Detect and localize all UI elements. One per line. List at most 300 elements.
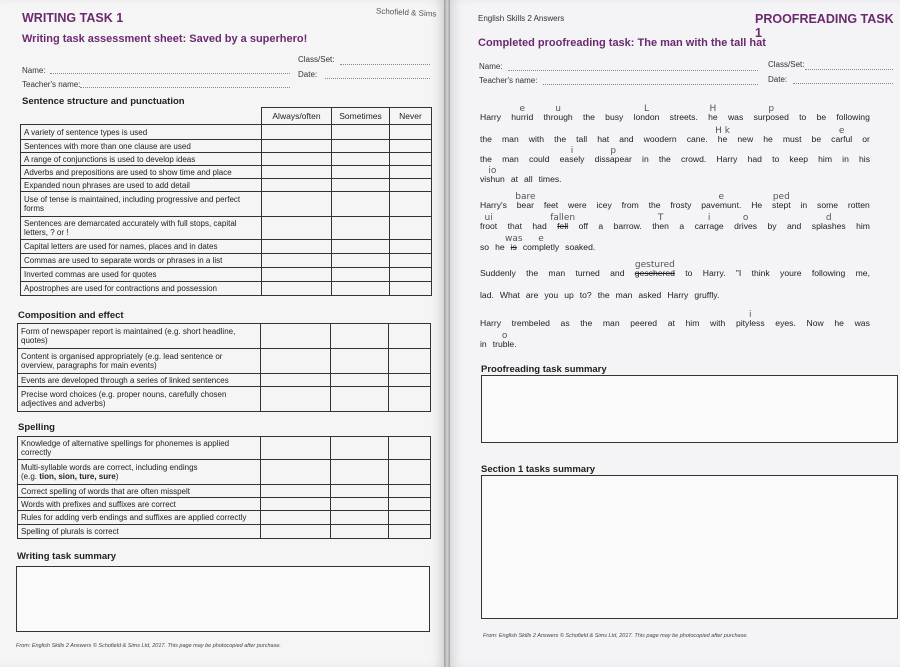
word — [710, 318, 725, 328]
word-text: Harry — [716, 154, 738, 164]
word-text: a — [598, 221, 604, 231]
word — [694, 213, 724, 231]
sometimes-cell[interactable] — [331, 485, 389, 498]
word-text: vishun — [480, 174, 505, 184]
word — [500, 290, 520, 300]
word — [480, 213, 498, 231]
criterion-row: Content is organised appropriately (e.g. lead sentence or overview, paragraphs for main events) — [18, 349, 261, 374]
word-text: by — [767, 221, 777, 231]
word — [748, 154, 762, 164]
word-text: barrow. — [613, 221, 642, 231]
word — [565, 242, 595, 252]
sometimes-cell[interactable] — [331, 387, 389, 412]
never-cell[interactable] — [389, 349, 431, 374]
handwritten-correction: ped — [772, 192, 790, 202]
word — [614, 221, 642, 231]
text-line — [480, 260, 870, 278]
never-cell[interactable] — [389, 498, 431, 511]
word — [659, 154, 671, 164]
sometimes-cell[interactable] — [332, 282, 390, 296]
handwritten-correction: H — [709, 104, 717, 114]
handwritten-correction: o — [501, 331, 508, 341]
sometimes-cell[interactable] — [332, 179, 390, 192]
word-text: crowd. — [680, 154, 707, 164]
word-text: following — [811, 268, 846, 278]
word — [652, 213, 669, 231]
word-text: in — [800, 200, 808, 210]
handwritten-correction: T — [657, 213, 664, 223]
handwritten-correction: o — [742, 213, 749, 223]
handwritten-correction: e — [519, 104, 526, 114]
word — [610, 268, 624, 278]
word — [783, 134, 802, 144]
word — [856, 268, 870, 278]
class-field[interactable] — [805, 69, 893, 70]
word-text: that — [507, 221, 522, 231]
word — [668, 318, 675, 328]
always-cell[interactable] — [262, 166, 332, 179]
word-text: must — [782, 134, 802, 144]
word-text: Harry. — [702, 268, 726, 278]
sometimes-cell[interactable] — [332, 217, 390, 240]
always-cell[interactable] — [262, 254, 332, 268]
sometimes-cell[interactable] — [332, 140, 390, 153]
sometimes-cell[interactable] — [332, 240, 390, 254]
word — [736, 268, 741, 278]
word — [619, 134, 633, 144]
handwritten-correction: d — [825, 213, 832, 223]
word — [681, 154, 706, 164]
word — [568, 200, 587, 210]
word-text: his — [859, 154, 870, 164]
word-text: keep — [789, 154, 809, 164]
word — [495, 242, 505, 252]
always-cell[interactable] — [261, 349, 331, 374]
endings-prefix: (e.g. — [21, 472, 40, 481]
word — [842, 154, 849, 164]
word-text: pavemunt. — [701, 200, 742, 210]
never-cell[interactable] — [390, 166, 432, 179]
word — [812, 134, 822, 144]
always-cell[interactable] — [262, 153, 332, 166]
handwritten-correction: u — [555, 104, 561, 114]
never-cell[interactable] — [389, 324, 431, 349]
always-cell[interactable] — [261, 387, 331, 412]
section-summary-title: Section 1 tasks summary — [481, 464, 596, 475]
never-cell[interactable] — [389, 485, 431, 498]
text-line — [480, 104, 870, 122]
word — [642, 154, 649, 164]
word-text: Suddenly — [480, 268, 516, 278]
word — [644, 134, 677, 144]
always-cell[interactable] — [261, 460, 331, 485]
always-cell[interactable] — [261, 485, 331, 498]
word-text: off — [578, 221, 588, 231]
word — [737, 134, 753, 144]
sometimes-cell[interactable] — [332, 166, 390, 179]
word — [685, 268, 692, 278]
word — [508, 221, 522, 231]
criterion-text: Multi-syllable words are correct, including endings — [21, 463, 198, 472]
never-cell[interactable] — [390, 268, 432, 282]
word — [539, 174, 562, 184]
never-cell[interactable] — [390, 179, 432, 192]
criterion-row — [18, 460, 261, 485]
word-text: dissapear — [594, 154, 632, 164]
word — [564, 290, 574, 300]
word-text: and — [610, 268, 625, 278]
sometimes-cell[interactable] — [332, 268, 390, 282]
section-summary-box[interactable] — [481, 475, 898, 619]
word-text: with — [528, 134, 545, 144]
word-text: gruffly. — [694, 290, 720, 300]
always-cell[interactable] — [261, 511, 331, 525]
sometimes-cell[interactable] — [331, 525, 389, 539]
word — [480, 166, 505, 184]
sometimes-cell[interactable] — [332, 254, 390, 268]
writing-summary-box[interactable] — [16, 566, 430, 632]
word-text: the — [554, 134, 567, 144]
word — [597, 134, 609, 144]
word-text: him — [685, 318, 700, 328]
word — [734, 213, 758, 231]
always-cell[interactable] — [261, 525, 331, 539]
teacher-label: Teacher's name: — [22, 80, 81, 89]
text-line — [480, 146, 870, 164]
word-text: man — [602, 318, 620, 328]
sometimes-cell[interactable] — [332, 125, 390, 140]
word — [638, 290, 661, 300]
word — [772, 154, 779, 164]
word-text: in — [842, 154, 849, 164]
never-cell[interactable] — [390, 125, 432, 140]
word-text: hat — [597, 134, 610, 144]
word-text: soaked. — [565, 242, 596, 252]
name-field[interactable] — [50, 73, 290, 74]
word-text: streets. — [669, 112, 698, 122]
never-cell[interactable] — [390, 282, 432, 296]
word-text: through — [543, 112, 573, 122]
criterion-row: A variety of sentence types is used — [21, 125, 262, 140]
word-text: london — [633, 112, 660, 122]
word — [480, 318, 501, 328]
never-cell[interactable] — [390, 153, 432, 166]
handwritten-correction: bare — [515, 192, 536, 202]
page-title: WRITING TASK 1 — [22, 11, 124, 25]
handwritten-correction: fallen — [550, 213, 576, 223]
word — [529, 134, 544, 144]
word-text: the — [580, 318, 593, 328]
sometimes-cell[interactable] — [331, 437, 389, 460]
word — [649, 200, 661, 210]
word-text: he — [495, 242, 505, 252]
handwritten-correction: io — [488, 166, 497, 176]
sometimes-cell[interactable] — [331, 460, 389, 485]
criterion-row: Commas are used to separate words or phrases in a list — [21, 254, 262, 268]
always-cell[interactable] — [262, 217, 332, 240]
criterion-row: Form of newspaper report is maintained (e.g. short headline, quotes) — [18, 324, 261, 349]
word — [543, 104, 573, 122]
word — [751, 200, 762, 210]
word-text: were — [567, 200, 587, 210]
word — [526, 290, 538, 300]
never-cell[interactable] — [390, 217, 432, 240]
always-cell[interactable] — [262, 179, 332, 192]
handwritten-correction: i — [570, 146, 574, 156]
handwritten-correction: L — [643, 104, 650, 114]
word — [780, 268, 802, 278]
always-cell[interactable] — [262, 125, 332, 140]
never-cell[interactable] — [389, 525, 431, 539]
right-page — [450, 0, 900, 667]
section-title-composition: Composition and effect — [18, 310, 124, 321]
word-text: surposed — [753, 112, 789, 122]
criterion-row: Words with prefixes and suffixes are correct — [18, 498, 261, 511]
never-cell[interactable] — [390, 240, 432, 254]
word — [548, 268, 565, 278]
word — [579, 221, 588, 231]
word — [687, 134, 708, 144]
always-cell[interactable] — [262, 282, 332, 296]
text-line — [480, 126, 870, 144]
word-text: he — [763, 134, 773, 144]
always-cell[interactable] — [262, 192, 332, 217]
word-text: from — [621, 200, 639, 210]
word — [763, 134, 773, 144]
word — [522, 234, 560, 252]
sentence-table — [20, 107, 432, 296]
word-text: are — [525, 290, 539, 300]
teacher-field[interactable] — [80, 87, 290, 88]
never-cell[interactable] — [390, 192, 432, 217]
proofreading-summary-box[interactable] — [481, 375, 898, 443]
criterion-row: Use of tense is maintained, including progressive and perfect forms — [21, 192, 262, 217]
never-cell[interactable] — [389, 511, 431, 525]
word — [708, 104, 718, 122]
word-text: to? — [579, 290, 592, 300]
always-cell[interactable] — [262, 240, 332, 254]
word — [622, 200, 639, 210]
never-cell[interactable] — [389, 437, 431, 460]
never-cell[interactable] — [389, 374, 431, 387]
criterion-row: Knowledge of alternative spellings for phonemes is applied correctly — [18, 437, 261, 460]
criterion-row: Sentences are demarcated accurately with full stops, capital letters, ? or ! — [21, 217, 262, 240]
word-text: then — [652, 221, 669, 231]
column-header-always: Always/often — [262, 108, 332, 125]
word — [480, 339, 487, 349]
word — [694, 290, 719, 300]
spelling-table — [17, 436, 431, 539]
word — [511, 104, 534, 122]
always-cell[interactable] — [261, 374, 331, 387]
word-text: to — [799, 112, 807, 122]
criterion-row: Apostrophes are used for contractions and possession — [21, 282, 262, 296]
word-text: Harry — [667, 290, 689, 300]
word-text: the — [526, 268, 539, 278]
word-text: in — [480, 339, 487, 349]
word-text: easely — [559, 154, 585, 164]
word-text: man — [615, 290, 633, 300]
word-text: Harry — [480, 112, 502, 122]
word-text: think — [751, 268, 770, 278]
word-text: rotten — [847, 200, 870, 210]
word-text: he — [834, 318, 844, 328]
word-text: me, — [855, 268, 870, 278]
never-cell[interactable] — [389, 460, 431, 485]
handwritten-correction: e — [718, 192, 725, 202]
publisher-label: Schofield & Sims — [375, 6, 437, 19]
name-label: Name: — [479, 62, 503, 71]
word-text: is — [510, 242, 517, 252]
word-text: the — [648, 200, 661, 210]
word-text: asked — [638, 290, 662, 300]
word-text: youre — [780, 268, 802, 278]
criterion-row: Expanded noun phrases are used to add detail — [21, 179, 262, 192]
sometimes-cell[interactable] — [331, 498, 389, 511]
teacher-label: Teacher's name: — [479, 76, 538, 85]
handwritten-correction: H k — [715, 126, 730, 136]
word — [603, 318, 620, 328]
word-text: had — [532, 221, 547, 231]
sometimes-cell[interactable] — [331, 511, 389, 525]
word-text: and — [619, 134, 634, 144]
word-text: Now — [806, 318, 824, 328]
always-cell[interactable] — [261, 437, 331, 460]
word-text: completly — [522, 242, 560, 252]
word — [480, 242, 489, 252]
criterion-row: A range of conjunctions is used to develop ideas — [21, 153, 262, 166]
word — [715, 126, 730, 144]
teacher-field[interactable] — [543, 84, 758, 85]
text-line — [480, 166, 870, 184]
word — [633, 104, 660, 122]
word — [480, 268, 516, 278]
word-text: He — [751, 200, 763, 210]
word-text: the — [658, 154, 671, 164]
handwritten-correction: i — [707, 213, 711, 223]
never-cell[interactable] — [389, 387, 431, 412]
word-text: "I — [735, 268, 742, 278]
text-line — [480, 331, 870, 349]
word-text: carrage — [694, 221, 724, 231]
name-field[interactable] — [508, 70, 758, 71]
word — [775, 318, 796, 328]
word-text: the — [582, 112, 595, 122]
word — [550, 213, 576, 231]
word-text: pityless — [735, 318, 765, 328]
word-text: following — [836, 112, 870, 122]
word — [753, 104, 789, 122]
word-text: splashes — [811, 221, 846, 231]
word-text: man — [548, 268, 566, 278]
text-line — [480, 213, 870, 231]
word-text: tall — [576, 134, 588, 144]
word-text: woodern — [643, 134, 677, 144]
word — [703, 268, 726, 278]
word — [799, 112, 806, 122]
always-cell[interactable] — [261, 324, 331, 349]
word-text: up — [564, 290, 574, 300]
word — [544, 290, 558, 300]
word-text: you — [544, 290, 559, 300]
word-text: and — [787, 221, 802, 231]
word-text: carful — [831, 134, 853, 144]
word-text: to — [685, 268, 693, 278]
word — [807, 318, 824, 328]
always-cell[interactable] — [262, 140, 332, 153]
word-text: the — [480, 134, 492, 144]
word — [502, 154, 519, 164]
date-field[interactable] — [325, 78, 430, 79]
word — [811, 213, 846, 231]
always-cell[interactable] — [261, 498, 331, 511]
never-cell[interactable] — [390, 254, 432, 268]
page-subtitle: Writing task assessment sheet: Saved by a superhero! — [22, 33, 308, 45]
word-text: Harry's — [480, 200, 507, 210]
class-label: Class/Set: — [768, 60, 805, 69]
date-field[interactable] — [793, 83, 893, 84]
word-text: be — [811, 134, 822, 144]
word-text: fell — [557, 221, 569, 231]
word-text: frosty — [670, 200, 692, 210]
word-text: at — [510, 174, 519, 184]
class-field[interactable] — [340, 64, 430, 65]
word — [831, 126, 853, 144]
handwritten-correction: was — [504, 234, 523, 244]
handwritten-correction: e — [838, 126, 845, 136]
word — [598, 290, 610, 300]
word — [789, 154, 808, 164]
text-line — [480, 234, 870, 252]
word — [862, 134, 870, 144]
word — [768, 221, 777, 231]
criterion-row: Precise word choices (e.g. proper nouns, carefully chosen adjectives and adverbs) — [18, 387, 261, 412]
word-text: truble. — [492, 339, 517, 349]
criterion-row: Correct spelling of words that are often misspelt — [18, 485, 261, 498]
criterion-row: Spelling of plurals is correct — [18, 525, 261, 539]
always-cell[interactable] — [262, 268, 332, 282]
handwritten-correction: i — [749, 310, 752, 320]
endings-examples: tion, sion, ture, sure — [39, 472, 116, 481]
writing-summary-title: Writing task summary — [17, 551, 117, 562]
sometimes-cell[interactable] — [331, 349, 389, 374]
word-text: he — [708, 112, 718, 122]
word — [848, 200, 870, 210]
word — [859, 154, 870, 164]
word — [526, 268, 538, 278]
word-text: lad. — [480, 290, 494, 300]
proofreading-summary-title: Proofreading task summary — [481, 364, 607, 375]
sometimes-cell[interactable] — [331, 324, 389, 349]
word — [772, 192, 791, 210]
word — [580, 290, 592, 300]
word-text: as — [560, 318, 570, 328]
word — [532, 221, 546, 231]
word-text: trembeled — [511, 318, 550, 328]
word — [735, 310, 765, 328]
word — [701, 192, 742, 210]
word — [594, 146, 632, 164]
word — [492, 331, 517, 349]
sometimes-cell[interactable] — [332, 192, 390, 217]
never-cell[interactable] — [390, 140, 432, 153]
composition-table — [17, 323, 431, 412]
word — [511, 174, 518, 184]
word-text: busy — [605, 112, 624, 122]
word-text: stept — [772, 200, 791, 210]
sometimes-cell[interactable] — [331, 374, 389, 387]
sometimes-cell[interactable] — [332, 153, 390, 166]
